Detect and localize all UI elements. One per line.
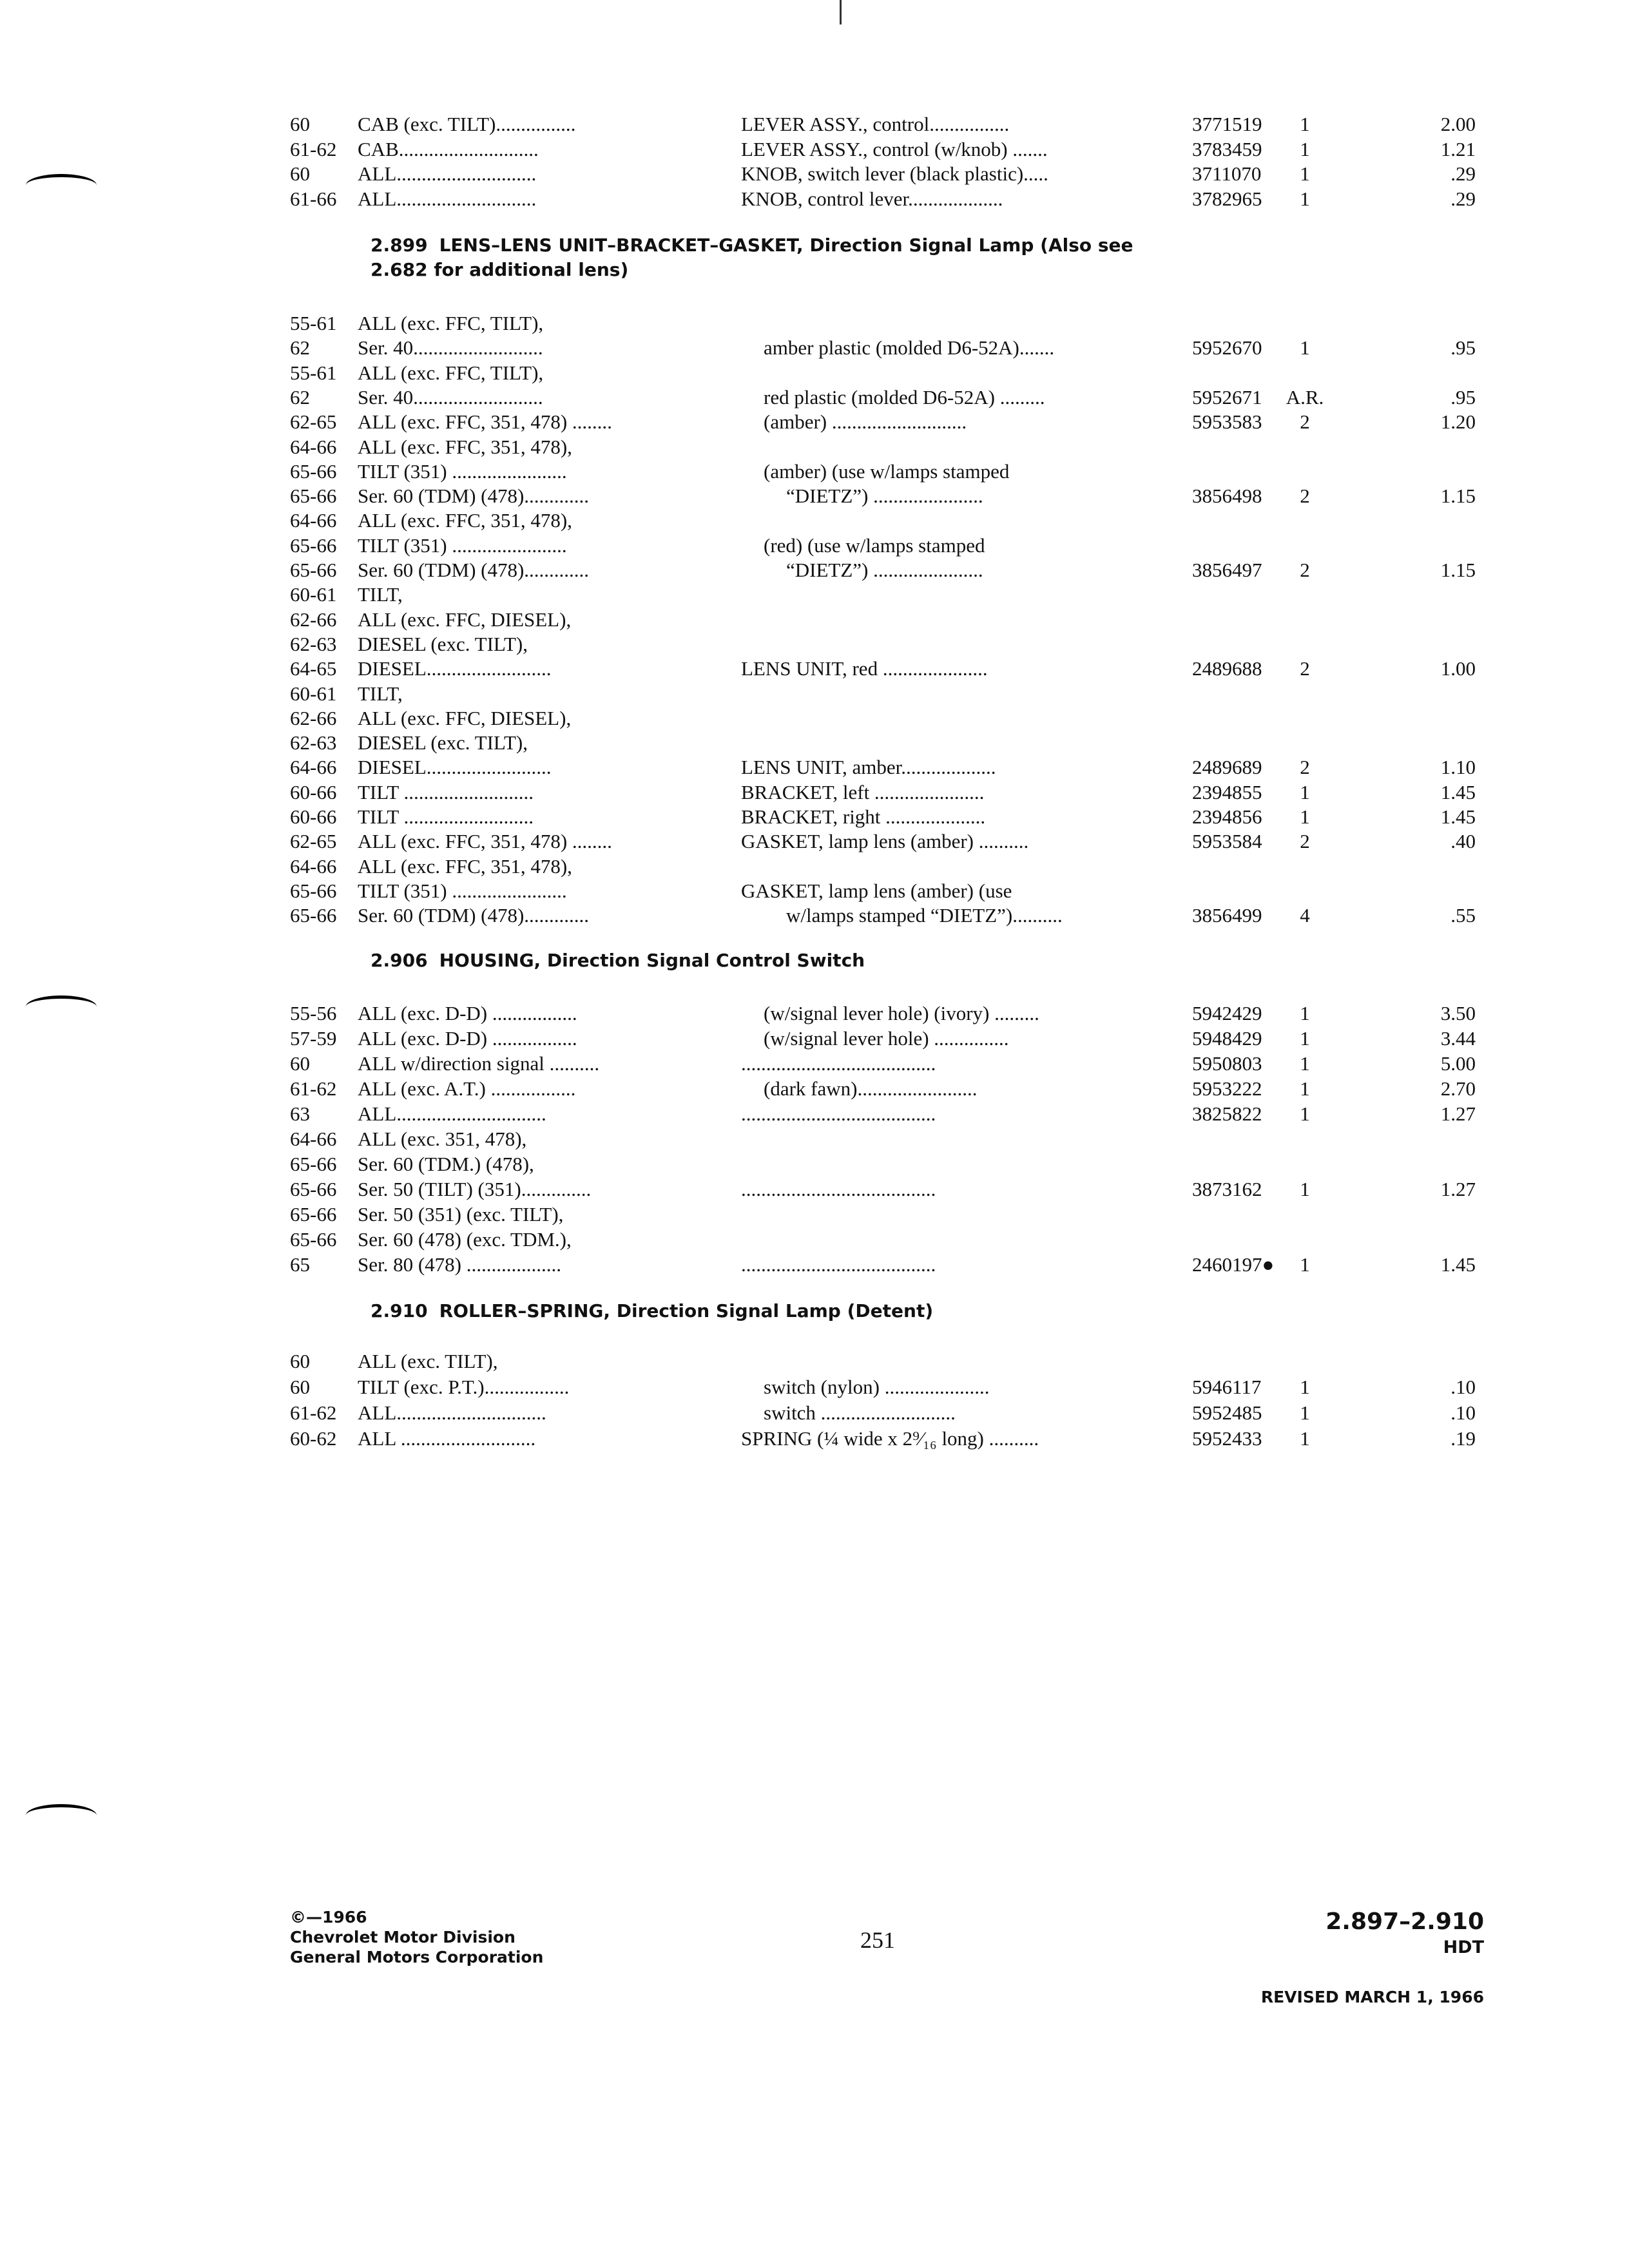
section-title-continued: 2.682 for additional lens) [371, 259, 629, 280]
year-cell: 65 [290, 1253, 310, 1276]
year-cell: 55-61 [290, 361, 337, 384]
year-cell: 65-66 [290, 533, 337, 557]
price-cell: .19 [1451, 1427, 1476, 1450]
table-row [290, 582, 1514, 608]
table-row [290, 161, 1514, 187]
description-cell: LENS UNIT, amber................... [741, 756, 996, 779]
quantity-cell: 1 [1300, 1253, 1310, 1276]
price-cell: 1.00 [1440, 657, 1476, 680]
model-cell: DIESEL......................... [358, 756, 552, 779]
binder-hole-mark-middle [26, 995, 97, 1018]
model-cell: Ser. 40.......................... [358, 385, 543, 408]
model-cell: ALL............................ [358, 187, 537, 210]
price-cell: 1.45 [1440, 805, 1476, 828]
model-cell: ALL (exc. TILT), [358, 1350, 498, 1372]
year-cell: 61-62 [290, 137, 337, 160]
part-number-cell: 3856499 [1192, 904, 1262, 927]
table-row [290, 385, 1514, 410]
year-cell: 60-66 [290, 780, 337, 803]
model-cell: Ser. 60 (478) (exc. TDM.), [358, 1228, 572, 1251]
model-cell: ALL (exc. FFC, 351, 478) ........ [358, 410, 612, 434]
copyright-line: ©—1966 [290, 1908, 367, 1927]
table-row [290, 360, 1514, 386]
year-cell: 61-62 [290, 1077, 337, 1100]
model-cell: ALL (exc. FFC, 351, 478), [358, 435, 572, 458]
quantity-cell: 1 [1300, 1002, 1310, 1024]
table-row [290, 557, 1514, 583]
binder-hole-mark-bottom [26, 1804, 97, 1827]
model-cell: TILT, [358, 583, 403, 606]
model-cell: TILT, [358, 682, 403, 705]
model-cell: Ser. 60 (TDM) (478)............. [358, 559, 590, 581]
year-cell: 65-66 [290, 1178, 337, 1200]
part-number-cell: 3782965 [1192, 187, 1262, 210]
quantity-cell: 1 [1300, 137, 1310, 160]
part-number-cell: 5946117 [1192, 1376, 1262, 1398]
model-cell: ALL (exc. FFC, DIESEL), [358, 608, 572, 631]
model-cell: TILT (351) ....................... [358, 533, 567, 557]
model-cell: CAB............................ [358, 137, 539, 160]
description-cell: w/lamps stamped “DIETZ”).......... [786, 904, 1063, 927]
section-title: ROLLER–SPRING, Direction Signal Lamp (Detent) [439, 1300, 934, 1321]
table-row [290, 111, 1514, 137]
table-row [290, 1026, 1514, 1052]
year-cell: 64-66 [290, 509, 337, 532]
table-row [290, 1252, 1514, 1278]
year-cell: 60 [290, 1052, 310, 1075]
model-cell: TILT (351) ....................... [358, 459, 567, 483]
year-cell: 62-65 [290, 410, 337, 434]
description-cell: KNOB, switch lever (black plastic)..... [741, 162, 1048, 185]
section-title: HOUSING, Direction Signal Control Switch [439, 950, 865, 971]
part-number-cell: 2460197● [1192, 1253, 1275, 1276]
table-row [290, 1001, 1514, 1026]
table-row [290, 434, 1514, 460]
model-cell: ALL (exc. D-D) ................. [358, 1027, 577, 1050]
table-row [290, 1051, 1514, 1077]
table-row [290, 533, 1514, 559]
table-row [290, 780, 1514, 805]
year-cell: 65-66 [290, 904, 337, 927]
model-cell: Ser. 50 (TILT) (351).............. [358, 1178, 592, 1200]
table-row [290, 483, 1514, 509]
table-row [290, 1426, 1514, 1452]
table-row [290, 754, 1514, 780]
model-cell: Ser. 60 (TDM.) (478), [358, 1153, 534, 1175]
description-cell: LEVER ASSY., control................ [741, 113, 1010, 135]
year-cell: 65-66 [290, 1153, 337, 1175]
description-cell: ....................................... [741, 1102, 936, 1125]
price-cell: 1.27 [1440, 1102, 1476, 1125]
table-row [290, 854, 1514, 879]
year-cell: 62-65 [290, 830, 337, 853]
table-row [290, 1202, 1514, 1227]
price-cell: 2.00 [1440, 113, 1476, 135]
table-row [290, 186, 1514, 212]
table-row [290, 335, 1514, 361]
price-cell: 3.44 [1440, 1027, 1476, 1050]
table-row [290, 829, 1514, 854]
corporation-line: General Motors Corporation [290, 1948, 544, 1966]
year-cell: 62-66 [290, 608, 337, 631]
quantity-cell: 1 [1300, 113, 1310, 135]
model-cell: ALL (exc. FFC, 351, 478), [358, 854, 572, 878]
price-cell: 1.27 [1440, 1178, 1476, 1200]
price-cell: 1.21 [1440, 137, 1476, 160]
model-cell: ALL.............................. [358, 1401, 546, 1424]
model-cell: ALL w/direction signal .......... [358, 1052, 600, 1075]
description-cell: (red) (use w/lamps stamped [764, 533, 985, 557]
table-row [290, 730, 1514, 756]
price-cell: .40 [1451, 830, 1476, 853]
section-number: 2.906 [371, 950, 428, 971]
year-cell: 60 [290, 1376, 310, 1398]
table-row [290, 706, 1514, 731]
description-cell: KNOB, control lever................... [741, 187, 1003, 210]
price-cell: .29 [1451, 162, 1476, 185]
model-cell: ALL ........................... [358, 1427, 536, 1450]
page-number: 251 [860, 1927, 895, 1953]
price-cell: 1.20 [1440, 410, 1476, 434]
quantity-cell: 2 [1300, 410, 1310, 434]
model-cell: Ser. 40.......................... [358, 336, 543, 360]
model-cell: ALL............................ [358, 162, 537, 185]
description-cell: switch (nylon) ..................... [764, 1376, 990, 1398]
year-cell: 64-66 [290, 756, 337, 779]
table-row [290, 1349, 1514, 1374]
part-number-cell: 3783459 [1192, 137, 1262, 160]
model-cell: DIESEL (exc. TILT), [358, 731, 528, 754]
quantity-cell: 1 [1300, 1376, 1310, 1398]
description-cell: SPRING (¼ wide x 2⁹⁄₁₆ long) .......... [741, 1427, 1039, 1450]
table-row [290, 1151, 1514, 1177]
model-cell: ALL (exc. D-D) ................. [358, 1002, 577, 1024]
table-row [290, 311, 1514, 336]
quantity-cell: 1 [1300, 780, 1310, 803]
year-cell: 62-63 [290, 731, 337, 754]
table-row [290, 878, 1514, 904]
year-cell: 63 [290, 1102, 310, 1125]
section-title: LENS–LENS UNIT–BRACKET–GASKET, Direction Signal Lamp (Also see [439, 235, 1133, 256]
model-cell: Ser. 80 (478) ................... [358, 1253, 562, 1276]
series-code: HDT [1443, 1937, 1484, 1957]
part-number-cell: 5952485 [1192, 1401, 1262, 1424]
quantity-cell: 2 [1300, 559, 1310, 581]
model-cell: DIESEL (exc. TILT), [358, 632, 528, 655]
price-cell: .95 [1451, 385, 1476, 408]
model-cell: ALL (exc. FFC, TILT), [358, 312, 544, 334]
table-row [290, 804, 1514, 830]
part-number-cell: 2394856 [1192, 805, 1262, 828]
year-cell: 62 [290, 336, 310, 360]
part-number-cell: 5952670 [1192, 336, 1262, 360]
part-number-cell: 5942429 [1192, 1002, 1262, 1024]
section-number: 2.899 [371, 235, 428, 256]
year-cell: 64-66 [290, 1128, 337, 1150]
model-cell: ALL (exc. FFC, 351, 478), [358, 509, 572, 532]
table-row [290, 681, 1514, 707]
description-cell: (amber) (use w/lamps stamped [764, 459, 1010, 483]
part-number-cell: 5952671 [1192, 385, 1262, 408]
year-cell: 65-66 [290, 485, 337, 508]
part-number-cell: 2489689 [1192, 756, 1262, 779]
part-number-cell: 3873162 [1192, 1178, 1262, 1200]
model-cell: Ser. 50 (351) (exc. TILT), [358, 1203, 564, 1225]
year-cell: 60-61 [290, 583, 337, 606]
part-number-cell: 5952433 [1192, 1427, 1262, 1450]
description-cell: BRACKET, right .................... [741, 805, 986, 828]
model-cell: Ser. 60 (TDM) (478)............. [358, 904, 590, 927]
table-row [290, 903, 1514, 928]
section-heading-2906 [371, 948, 865, 973]
model-cell: CAB (exc. TILT)................ [358, 113, 576, 135]
revision-date: REVISED MARCH 1, 1966 [1260, 1988, 1484, 2006]
part-number-cell: 3856497 [1192, 559, 1262, 581]
description-cell: LENS UNIT, red ..................... [741, 657, 988, 680]
division-line: Chevrolet Motor Division [290, 1928, 516, 1946]
quantity-cell: A.R. [1286, 385, 1324, 408]
quantity-cell: 1 [1300, 1077, 1310, 1100]
table-row [290, 508, 1514, 533]
section-heading-2910 [371, 1299, 933, 1323]
model-cell: ALL.............................. [358, 1102, 546, 1125]
table-row [290, 137, 1514, 162]
year-cell: 60-61 [290, 682, 337, 705]
price-cell: .10 [1451, 1401, 1476, 1424]
description-cell: (w/signal lever hole) ............... [764, 1027, 1009, 1050]
quantity-cell: 1 [1300, 187, 1310, 210]
quantity-cell: 1 [1300, 805, 1310, 828]
table-row [290, 631, 1514, 657]
section-heading-2899 [371, 233, 1133, 282]
year-cell: 65-66 [290, 1203, 337, 1225]
part-number-cell: 5953222 [1192, 1077, 1262, 1100]
year-cell: 55-56 [290, 1002, 337, 1024]
year-cell: 61-62 [290, 1401, 337, 1424]
part-number-cell: 5953583 [1192, 410, 1262, 434]
price-cell: .10 [1451, 1376, 1476, 1398]
part-number-cell: 3711070 [1192, 162, 1262, 185]
year-cell: 62-66 [290, 706, 337, 729]
binder-hole-mark-top [26, 174, 97, 197]
table-row [290, 409, 1514, 435]
footer-section-block [1325, 1907, 1484, 1959]
model-cell: Ser. 60 (TDM) (478)............. [358, 485, 590, 508]
year-cell: 64-65 [290, 657, 337, 680]
table-row [290, 656, 1514, 682]
model-cell: TILT (351) ....................... [358, 879, 567, 902]
part-number-cell: 2489688 [1192, 657, 1262, 680]
part-number-cell: 5950803 [1192, 1052, 1262, 1075]
year-cell: 65-66 [290, 879, 337, 902]
model-cell: ALL (exc. FFC, DIESEL), [358, 706, 572, 729]
year-cell: 60-62 [290, 1427, 337, 1450]
quantity-cell: 2 [1300, 485, 1310, 508]
description-cell: amber plastic (molded D6-52A)....... [764, 336, 1055, 360]
part-number-cell: 5953584 [1192, 830, 1262, 853]
year-cell: 64-66 [290, 854, 337, 878]
part-number-cell: 3856498 [1192, 485, 1262, 508]
part-number-cell: 3825822 [1192, 1102, 1262, 1125]
model-cell: ALL (exc. 351, 478), [358, 1128, 527, 1150]
table-row [290, 1101, 1514, 1127]
top-edge-mark [840, 0, 842, 24]
model-cell: ALL (exc. A.T.) ................. [358, 1077, 576, 1100]
table-row [290, 1374, 1514, 1400]
price-cell: 1.10 [1440, 756, 1476, 779]
price-cell: 1.45 [1440, 780, 1476, 803]
year-cell: 60 [290, 162, 310, 185]
price-cell: 1.15 [1440, 559, 1476, 581]
description-cell: GASKET, lamp lens (amber) (use [741, 879, 1012, 902]
price-cell: 3.50 [1440, 1002, 1476, 1024]
part-number-cell: 2394855 [1192, 780, 1262, 803]
model-cell: ALL (exc. FFC, 351, 478) ........ [358, 830, 612, 853]
quantity-cell: 2 [1300, 830, 1310, 853]
price-cell: 5.00 [1440, 1052, 1476, 1075]
table-row [290, 1076, 1514, 1102]
quantity-cell: 1 [1300, 1401, 1310, 1424]
year-cell: 62 [290, 385, 310, 408]
table-row [290, 1126, 1514, 1152]
description-cell: ....................................... [741, 1178, 936, 1200]
year-cell: 60 [290, 1350, 310, 1372]
part-number-cell: 3771519 [1192, 113, 1262, 135]
quantity-cell: 1 [1300, 1178, 1310, 1200]
quantity-cell: 1 [1300, 1027, 1310, 1050]
description-cell: (dark fawn)........................ [764, 1077, 978, 1100]
price-cell: .95 [1451, 336, 1476, 360]
year-cell: 60 [290, 113, 310, 135]
table-row [290, 1400, 1514, 1426]
year-cell: 61-66 [290, 187, 337, 210]
year-cell: 62-63 [290, 632, 337, 655]
model-cell: TILT .......................... [358, 805, 534, 828]
price-cell: .55 [1451, 904, 1476, 927]
section-number: 2.910 [371, 1300, 428, 1321]
year-cell: 57-59 [290, 1027, 337, 1050]
table-row [290, 459, 1514, 485]
quantity-cell: 4 [1300, 904, 1310, 927]
year-cell: 65-66 [290, 459, 337, 483]
quantity-cell: 1 [1300, 162, 1310, 185]
description-cell: red plastic (molded D6-52A) ......... [764, 385, 1045, 408]
description-cell: (amber) ........................... [764, 410, 967, 434]
quantity-cell: 2 [1300, 657, 1310, 680]
section-range: 2.897–2.910 [1325, 1908, 1484, 1935]
description-cell: BRACKET, left ...................... [741, 780, 985, 803]
quantity-cell: 1 [1300, 1052, 1310, 1075]
model-cell: DIESEL......................... [358, 657, 552, 680]
description-cell: (w/signal lever hole) (ivory) ......... [764, 1002, 1039, 1024]
table-row [290, 1227, 1514, 1253]
description-cell: “DIETZ”) ...................... [786, 559, 983, 581]
model-cell: TILT (exc. P.T.)................. [358, 1376, 570, 1398]
model-cell: ALL (exc. FFC, TILT), [358, 361, 544, 384]
footer-copyright-block [290, 1907, 543, 1967]
quantity-cell: 1 [1300, 336, 1310, 360]
price-cell: 2.70 [1440, 1077, 1476, 1100]
quantity-cell: 2 [1300, 756, 1310, 779]
description-cell: switch ........................... [764, 1401, 956, 1424]
price-cell: .29 [1451, 187, 1476, 210]
description-cell: “DIETZ”) ...................... [786, 485, 983, 508]
quantity-cell: 1 [1300, 1427, 1310, 1450]
description-cell: GASKET, lamp lens (amber) .......... [741, 830, 1029, 853]
description-cell: LEVER ASSY., control (w/knob) ....... [741, 137, 1048, 160]
year-cell: 55-61 [290, 312, 337, 334]
table-row [290, 607, 1514, 633]
year-cell: 65-66 [290, 559, 337, 581]
year-cell: 64-66 [290, 435, 337, 458]
part-number-cell: 5948429 [1192, 1027, 1262, 1050]
price-cell: 1.45 [1440, 1253, 1476, 1276]
year-cell: 60-66 [290, 805, 337, 828]
quantity-cell: 1 [1300, 1102, 1310, 1125]
year-cell: 65-66 [290, 1228, 337, 1251]
description-cell: ....................................... [741, 1253, 936, 1276]
model-cell: TILT .......................... [358, 780, 534, 803]
price-cell: 1.15 [1440, 485, 1476, 508]
table-row [290, 1177, 1514, 1202]
description-cell: ....................................... [741, 1052, 936, 1075]
